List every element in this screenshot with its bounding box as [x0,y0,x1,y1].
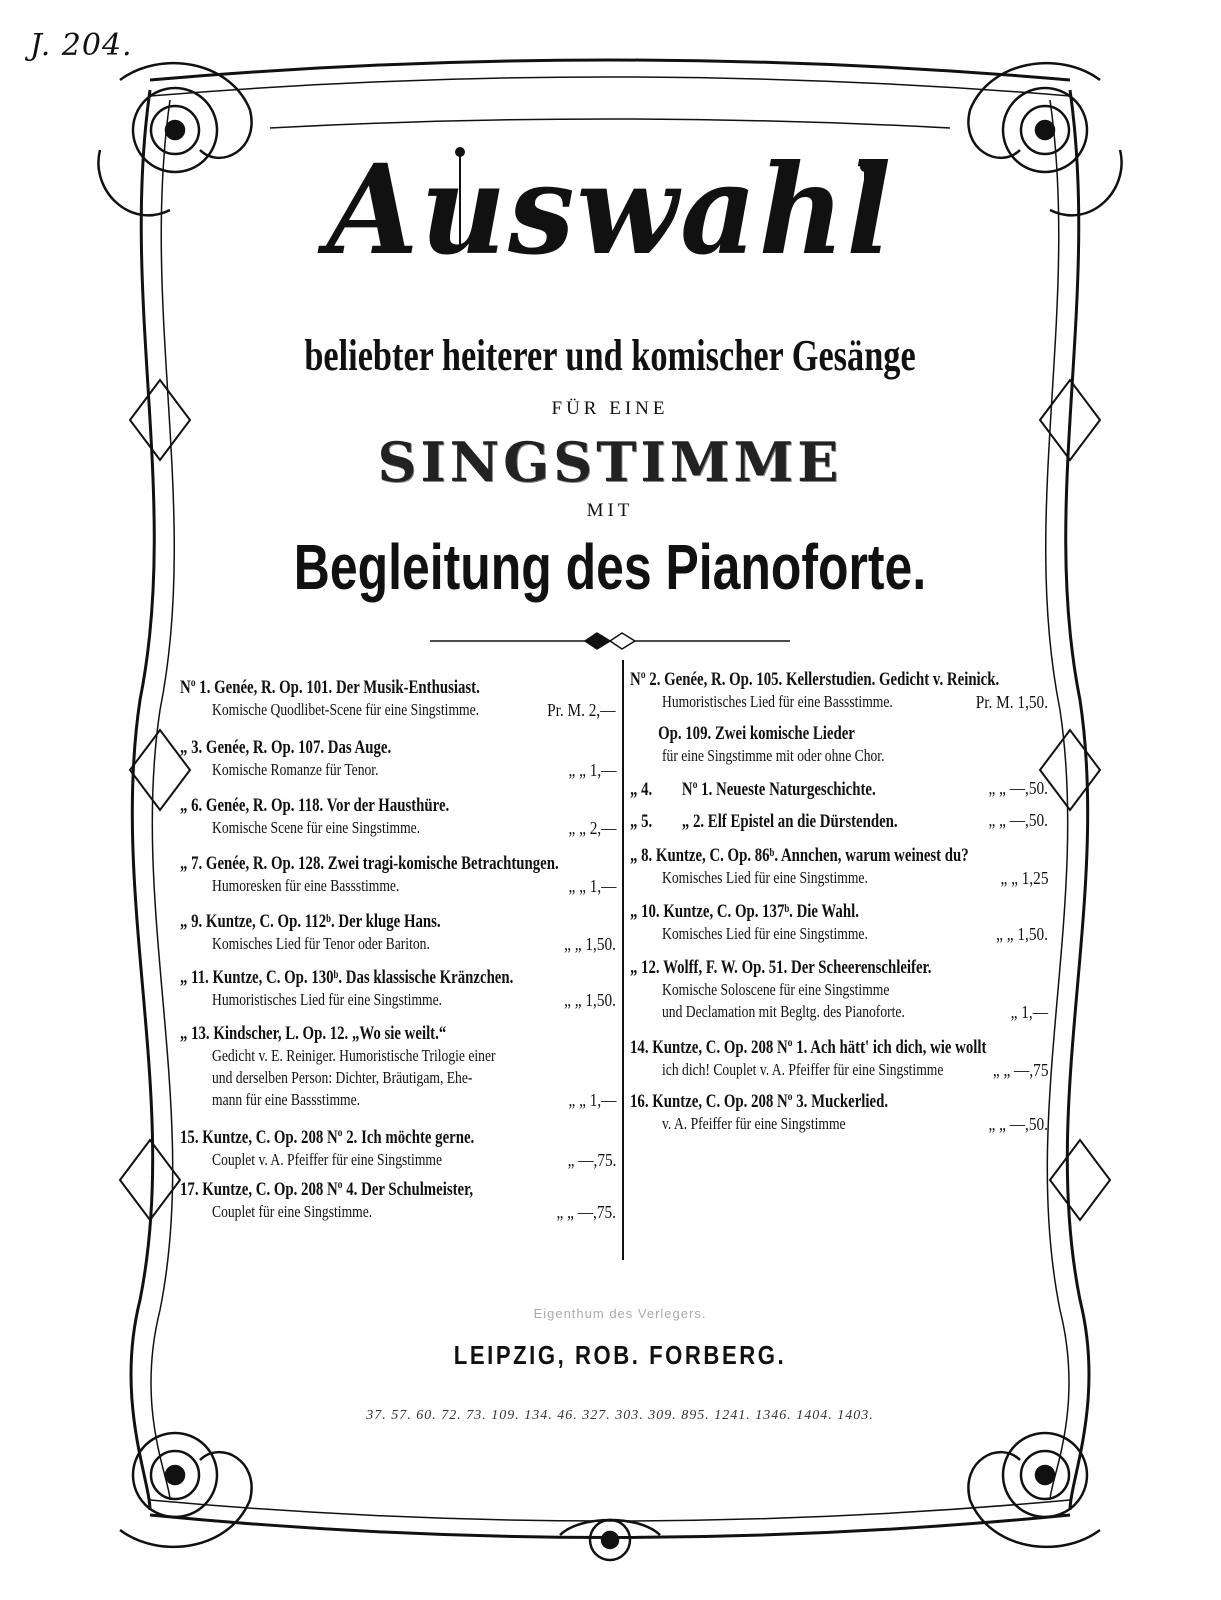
catalog-entry [630,956,1048,1036]
entry-title: „ 9. Kuntze, C. Op. 112ᵇ. Der kluge Hans. [180,911,441,932]
entry-title: „ 8. Kuntze, C. Op. 86ᵇ. Annchen, warum weinest du? [630,845,969,866]
entry-title: „ 10. Kuntze, C. Op. 137ᵇ. Die Wahl. [630,901,859,922]
entry-title: 14. Kuntze, C. Op. 208 Nº 1. Ach hätt' ich dich, wie wollt [630,1037,987,1058]
entry-title: „ 3. Genée, R. Op. 107. Das Auge. [180,737,392,758]
entry-title: 16. Kuntze, C. Op. 208 Nº 3. Muckerlied. [630,1091,889,1112]
entry-price: „ —,75. [567,1150,616,1170]
entry-description: Humoristisches Lied für eine Singstimme. [212,990,443,1009]
catalog-entry [630,668,1048,722]
plate-numbers: 37. 57. 60. 72. 73. 109. 134. 46. 327. 303. 309. 895. 1241. 1346. 1404. 1403. [366,1408,874,1423]
entry-description: v. A. Pfeiffer für eine Singstimme [662,1114,846,1133]
entry-description: und derselben Person: Dichter, Bräutigam, Ehe- [212,1068,473,1087]
entry-description: Humoresken für eine Bassstimme. [212,876,400,895]
for-one-label: FÜR EINE [551,398,669,419]
entry-description: Komische Quodlibet-Scene für eine Singstimme. [212,700,480,719]
catalog-entry [180,794,616,852]
accompaniment-heading: Begleitung des Pianoforte. [293,531,927,603]
catalog-entry [180,1178,616,1230]
entry-title: „ 6. Genée, R. Op. 118. Vor der Hausthüre. [180,795,450,816]
entry-description: Couplet v. A. Pfeiffer für eine Singstimme [212,1150,443,1169]
catalog-entry [180,676,616,736]
entry-description: und Declamation mit Begltg. des Pianoforte. [662,1002,905,1021]
entry-title: „ 4. Nº 1. Neueste Naturgeschichte. [630,779,876,800]
entry-price: „ „ —,50. [988,810,1048,830]
catalog-entry [630,844,1048,900]
catalog-right-column [630,668,1048,1144]
archive-shelf-mark: J. 204. [30,28,133,63]
entry-price: Pr. M. 2,— [547,700,616,720]
entry-price: Pr. M. 1,50. [975,692,1048,712]
entry-price: „ „ 1,— [567,760,616,780]
catalog-entry [630,1036,1048,1090]
entry-title: Nº 2. Genée, R. Op. 105. Kellerstudien. Gedicht v. Reinick. [630,669,1000,690]
entry-title: 17. Kuntze, C. Op. 208 Nº 4. Der Schulmeister, [180,1179,474,1200]
entry-price: „ „ 1,25 [999,868,1048,888]
entry-price: „ 1,— [1010,1002,1048,1022]
catalog-entry [180,852,616,910]
entry-title: Op. 109. Zwei komische Lieder [658,723,855,744]
catalog-entry [630,1090,1048,1144]
entry-description: Gedicht v. E. Reiniger. Humoristische Trilogie einer [212,1046,496,1065]
entry-title: „ 12. Wolff, F. W. Op. 51. Der Scheerenschleifer. [630,957,932,978]
entry-description: Komisches Lied für eine Singstimme. [662,924,868,943]
entry-description: Komische Romanze für Tenor. [212,760,379,779]
with-label: MIT [586,500,634,521]
entry-title: „ 11. Kuntze, C. Op. 130ᵇ. Das klassische Kränzchen. [180,967,514,988]
entry-title: „ 5. „ 2. Elf Epistel an die Dürstenden. [630,811,898,832]
entry-price: „ „ —,75. [556,1202,616,1222]
entry-price: „ „ 2,— [567,818,616,838]
catalog-entry [180,736,616,794]
entry-description: für eine Singstimme mit oder ohne Chor. [662,746,885,765]
entry-title: Nº 1. Genée, R. Op. 101. Der Musik-Enthusiast. [180,677,480,698]
entry-description: Komisches Lied für Tenor oder Bariton. [212,934,430,953]
catalog-entry [630,722,1048,778]
publisher-imprint: LEIPZIG, ROB. FORBERG. [453,1340,787,1370]
catalog-entry [180,1126,616,1178]
entry-description: Couplet für eine Singstimme. [212,1202,373,1221]
entry-title: „ 7. Genée, R. Op. 128. Zwei tragi-komische Betrachtungen. [180,853,559,874]
voice-heading: SINGSTIMME [377,430,843,494]
catalog-entry [630,810,1048,844]
entry-description: mann für eine Bassstimme. [212,1090,361,1109]
entry-description: Komische Scene für eine Singstimme. [212,818,421,837]
entry-description: Humoristisches Lied für eine Bassstimme. [662,692,893,711]
entry-description: Komische Soloscene für eine Singstimme [662,980,890,999]
page-subtitle: beliebter heiterer und komischer Gesänge [304,331,916,380]
catalog-entry [180,966,616,1022]
entry-price: „ „ 1,50. [996,924,1048,944]
column-divider [622,660,624,1260]
entry-description: ich dich! Couplet v. A. Pfeiffer für eine Singstimme [662,1060,944,1079]
catalog-entry [180,1022,616,1126]
catalog-entry [180,910,616,966]
ownership-notice: Eigenthum des Verlegers. [533,1306,707,1321]
entry-title: „ 13. Kindscher, L. Op. 12. „Wo sie weilt.“ [180,1023,447,1044]
catalog-left-column [180,676,616,1230]
catalog-entry [630,900,1048,956]
entry-price: „ „ 1,50. [564,990,616,1010]
catalog-entry [630,778,1048,810]
page-title: Auswahl [326,136,894,283]
entry-price: „ „ 1,50. [564,934,616,954]
entry-price: „ „ 1,— [567,1090,616,1110]
entry-title: 15. Kuntze, C. Op. 208 Nº 2. Ich möchte gerne. [180,1127,475,1148]
entry-price: „ „ —,50. [988,1114,1048,1134]
entry-price: „ „ —,50. [988,778,1048,798]
entry-price: „ „ —,75 [992,1060,1048,1080]
entry-price: „ „ 1,— [567,876,616,896]
entry-description: Komisches Lied für eine Singstimme. [662,868,868,887]
